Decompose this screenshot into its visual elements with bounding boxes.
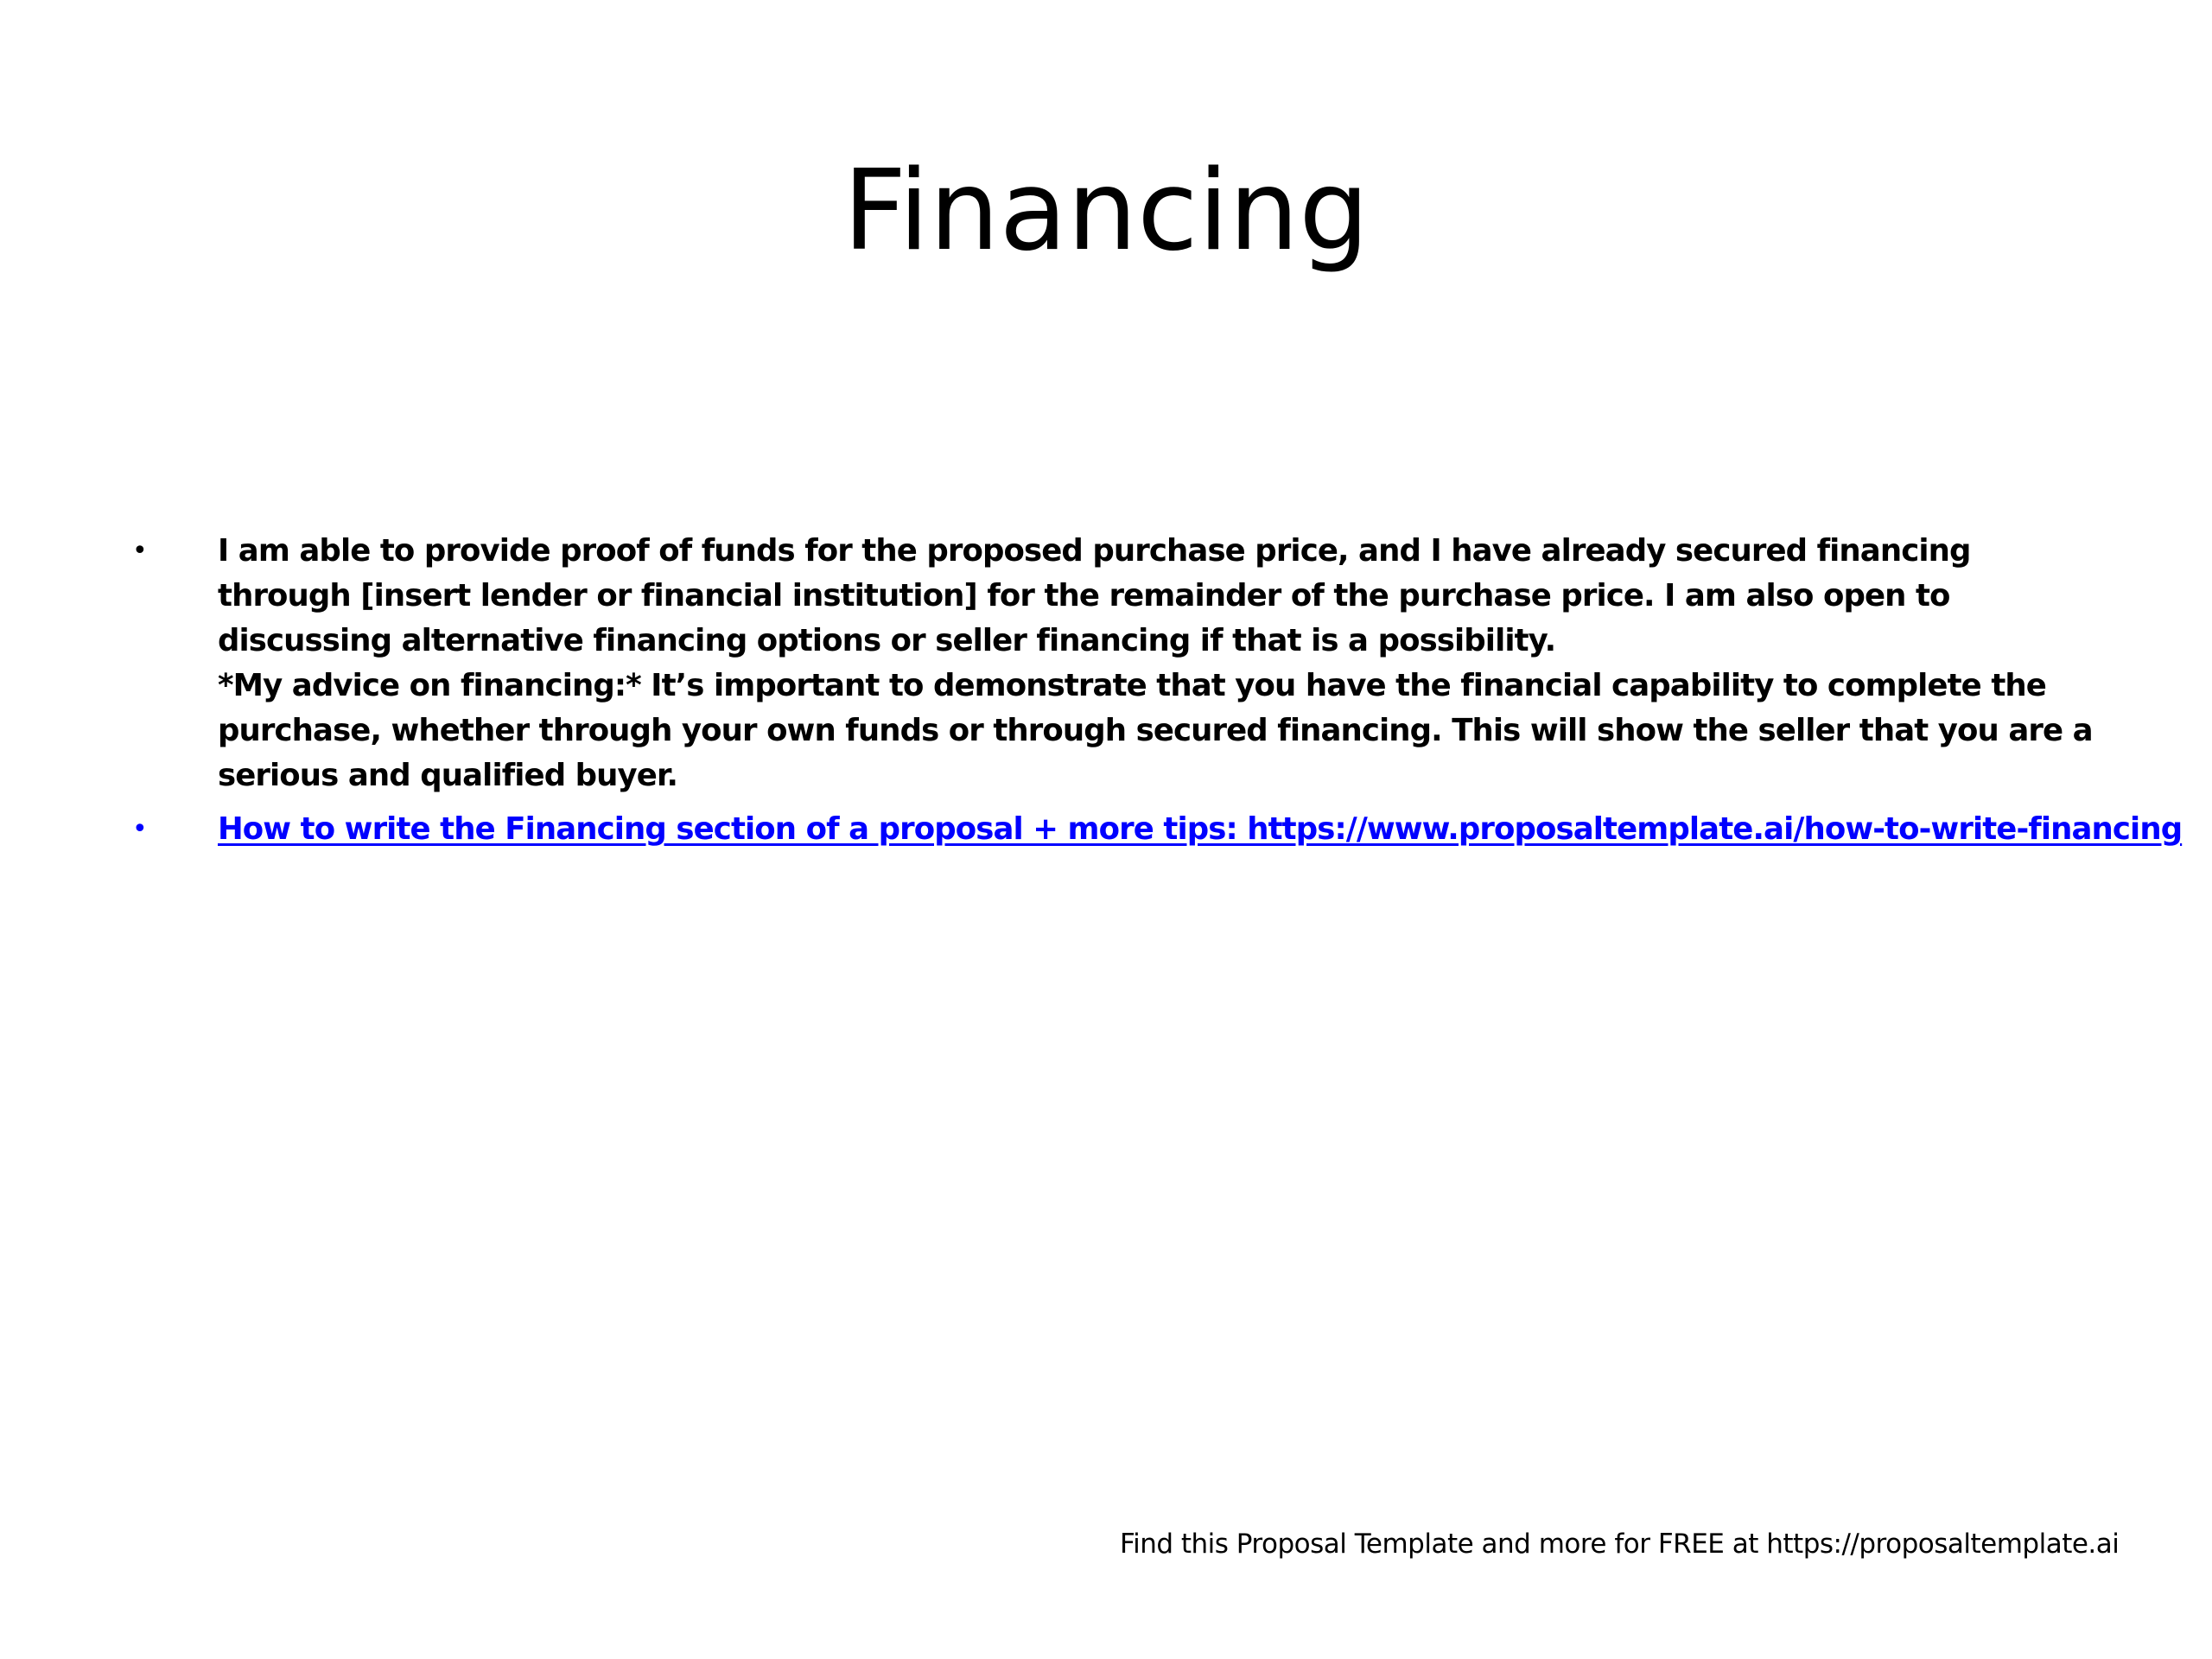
bullet-link-container [218,807,2182,852]
bullet-item-financing-statement [125,529,2100,798]
bullet-marker: • [132,814,148,844]
bullet-text [218,529,2100,798]
bullet-list [125,529,2183,861]
bullet-marker: • [132,536,148,566]
bullet-item-link [125,807,2183,852]
financing-tips-link[interactable]: How to write the Financing section of a proposal + more tips: https://www.proposaltemplate.ai/how-to-write-financing [218,811,2183,847]
slide-title: Financing [842,147,1370,276]
footer-note: Find this Proposal Template and more for FREE at https://proposaltemplate.ai [1120,1529,2120,1560]
financing-statement-text: I am able to provide proof of funds for the proposed purchase price, and I have already secured financing through [insert lender or financial institution] for the remainder of the purchase price. I am also open to discussing alternative financing options or seller financing if that is a possibility. [218,533,1971,658]
financing-advice-text: *My advice on financing:* It’s important to demonstrate that you have the financial capability to complete the purchase, whether through your own funds or through secured financing. This will show the seller that you are a serious and qualified buyer. [218,668,2093,793]
